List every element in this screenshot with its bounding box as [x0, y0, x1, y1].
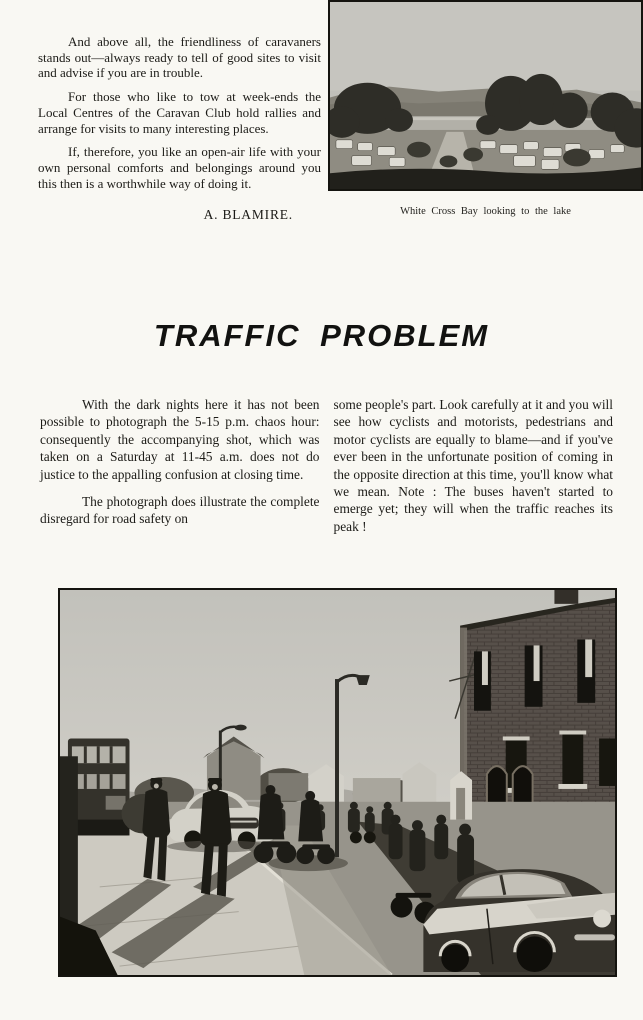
intro-paragraph-3: If, therefore, you like an open-air life with your own personal comforts and belongings around you this then is a worthwhile way of doing it.: [38, 144, 321, 191]
article-column-left: [40, 396, 320, 545]
article-right-paragraph-1: some people's part. Look carefully at it and you will see how cyclists and motorists, pedestrians and motor cyclists are equally to blame—and if you've ever been in the unfortunate position of coming in the opposite direction at this time, you'll know what we mean. Note : The buses haven't started to emerge yet; they will when the traffic reaches its peak !: [333, 397, 613, 534]
intro-paragraph-2: For those who like to tow at week-ends the Local Centres of the Caravan Club hold rallies and arrange for visits to many interesting places.: [38, 89, 321, 136]
bay-photo-caption: White Cross Bay looking to the lake: [400, 206, 571, 217]
street-photo-illustration: [60, 590, 615, 975]
article-columns: [40, 396, 613, 545]
article-headline: TRAFFIC PROBLEM: [153, 318, 490, 353]
intro-text-block: [38, 34, 321, 223]
bay-photo: [328, 0, 643, 191]
author-byline: A. BLAMIRE.: [203, 207, 293, 223]
intro-paragraph-1: And above all, the friendliness of caravaners stands out—always ready to tell of good sites to visit and advise if you are in trouble.: [38, 34, 321, 81]
article-left-paragraph-2: The photograph does illustrate the complete disregard for road safety on: [40, 494, 320, 527]
article-left-paragraph-1: With the dark nights here it has not been possible to photograph the 5-15 p.m. chaos hour: consequently the accompanying shot, which was taken on a Saturday at 11-45 a.m. does not do justice to the appalling confusion at closing time.: [40, 397, 320, 482]
street-photo: [58, 588, 617, 977]
bay-photo-illustration: [330, 2, 641, 189]
article-column-right: [334, 396, 614, 545]
